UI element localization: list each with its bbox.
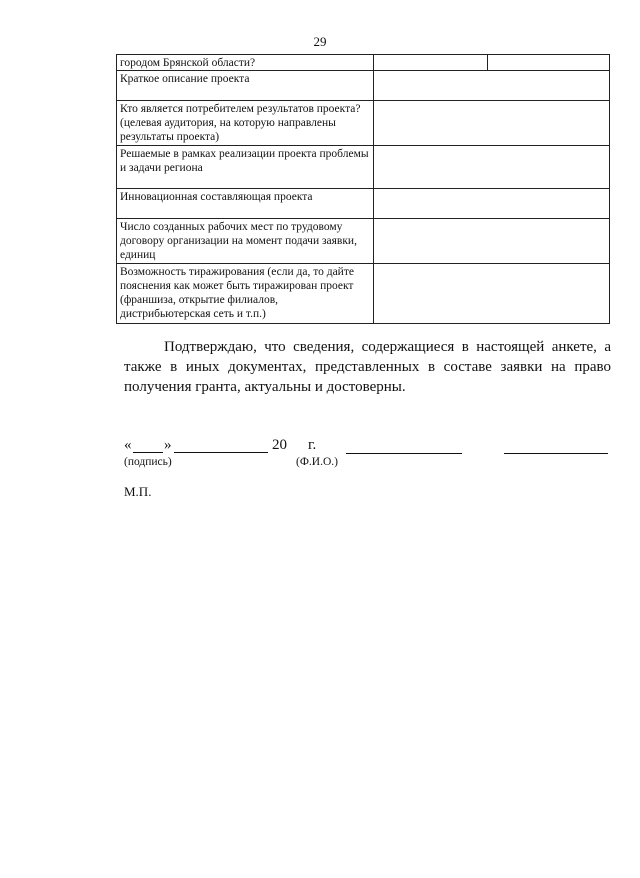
date-close-quote: »: [164, 437, 172, 453]
answer-cell-part[interactable]: [374, 55, 488, 70]
row-label: Решаемые в рамках реализации проекта проблемы и задачи региона: [117, 146, 374, 189]
year-suffix: г.: [308, 437, 317, 453]
answer-cell[interactable]: [374, 189, 610, 219]
month-field[interactable]: [174, 452, 268, 453]
answer-cell-part[interactable]: [488, 55, 609, 70]
row-label: городом Брянской области?: [117, 55, 374, 71]
row-label: Возможность тиражирования (если да, то дайте пояснения как может быть тиражирован проект (франшиза, открытие филиалов, дистрибьютерская сеть и т.п.): [117, 264, 374, 324]
project-info-table: [116, 54, 610, 324]
confirmation-paragraph: Подтверждаю, что сведения, содержащиеся в настоящей анкете, а также в иных документах, представленных в составе заявки на право получения гранта, актуальны и достоверны.: [124, 339, 611, 395]
row-label: Число созданных рабочих мест по трудовому договору организации на момент подачи заявки, единиц: [117, 219, 374, 264]
date-open-quote: «: [124, 437, 132, 453]
year-prefix: 20: [272, 437, 287, 453]
row-label: Кто является потребителем результатов проекта? (целевая аудитория, на которую направлены результаты проекта): [117, 101, 374, 146]
answer-cell[interactable]: [374, 264, 610, 324]
full-name-caption: (Ф.И.О.): [296, 456, 338, 468]
signature-caption: (подпись): [124, 456, 172, 468]
signature-field[interactable]: [346, 453, 462, 454]
row-label: Краткое описание проекта: [117, 71, 374, 101]
page-number: 29: [313, 34, 327, 49]
table-row: [117, 264, 610, 324]
answer-cell[interactable]: [374, 219, 610, 264]
answer-cell[interactable]: [374, 71, 610, 101]
table-row: [117, 146, 610, 189]
table-row: [117, 219, 610, 264]
table-row: [117, 101, 610, 146]
answer-cell[interactable]: [374, 146, 610, 189]
row-label: Инновационная составляющая проекта: [117, 189, 374, 219]
answer-cell[interactable]: [374, 101, 610, 146]
day-field[interactable]: [133, 452, 163, 453]
table-row: [117, 71, 610, 101]
stamp-label: М.П.: [124, 484, 152, 499]
answer-cell[interactable]: [374, 55, 610, 71]
table-row: [117, 189, 610, 219]
table-row: [117, 55, 610, 71]
full-name-field[interactable]: [504, 453, 608, 454]
